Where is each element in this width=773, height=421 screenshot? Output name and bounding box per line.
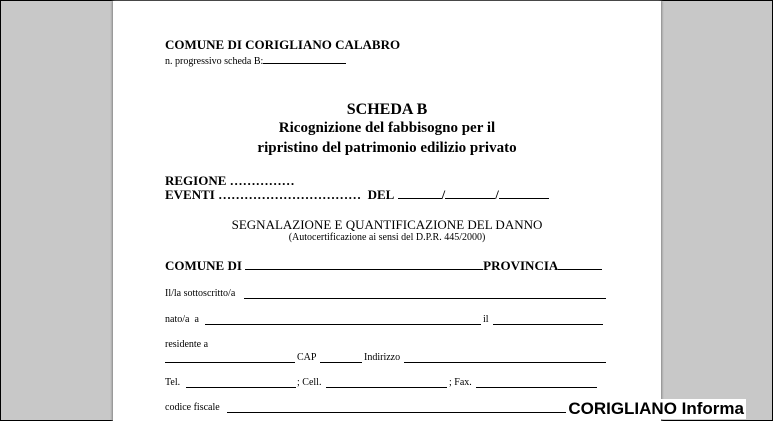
cell-line[interactable] [326, 387, 447, 388]
progressivo-line[interactable] [263, 63, 346, 64]
document-page [113, 1, 661, 421]
cell-label: ; Cell. [297, 377, 322, 388]
residente-label: residente a [165, 339, 209, 350]
residente-line[interactable] [165, 362, 295, 363]
nato-a-line[interactable] [205, 324, 481, 325]
title-line-2: ripristino del patrimonio edilizio privato [257, 140, 517, 156]
fax-line[interactable] [476, 387, 597, 388]
cap-line[interactable] [320, 362, 362, 363]
nato-label: nato/a a [165, 314, 199, 325]
progressivo-label: n. progressivo scheda B: [165, 57, 346, 67]
regione-label: REGIONE …………… [165, 173, 295, 188]
sottoscritto-label: Il/la sottoscritto/a [165, 288, 236, 299]
date-day-line[interactable] [398, 198, 442, 199]
sottoscritto-line[interactable] [244, 298, 606, 299]
title-line-1: Ricognizione del fabbisogno per il [278, 120, 496, 136]
eventi-label: EVENTI …………………………… DEL / / [165, 188, 549, 201]
comune-header: COMUNE DI CORIGLIANO CALABRO [165, 37, 401, 52]
indirizzo-label: Indirizzo [364, 352, 401, 363]
comune-di-line[interactable] [245, 269, 483, 270]
indirizzo-line[interactable] [404, 362, 606, 363]
date-year-line[interactable] [499, 198, 549, 199]
section-subtitle: (Autocertificazione ai sensi del D.P.R. 445/2000) [288, 232, 486, 243]
codice-fiscale-line[interactable] [227, 412, 607, 413]
codice-fiscale-label: codice fiscale [165, 402, 220, 413]
tel-label: Tel. [165, 377, 181, 388]
il-line[interactable] [493, 324, 603, 325]
watermark-caption: CORIGLIANO Informa [568, 399, 744, 418]
provincia-line[interactable] [558, 269, 602, 270]
tel-line[interactable] [186, 387, 296, 388]
comune-di-row: COMUNE DI PROVINCIA [165, 259, 602, 272]
date-month-line[interactable] [445, 198, 495, 199]
il-label: il [483, 314, 489, 325]
section-title: SEGNALAZIONE E QUANTIFICAZIONE DEL DANNO [231, 217, 543, 232]
cap-label: CAP [297, 352, 317, 363]
scheda-title: SCHEDA B [346, 101, 428, 118]
fax-label: ; Fax. [449, 377, 472, 388]
